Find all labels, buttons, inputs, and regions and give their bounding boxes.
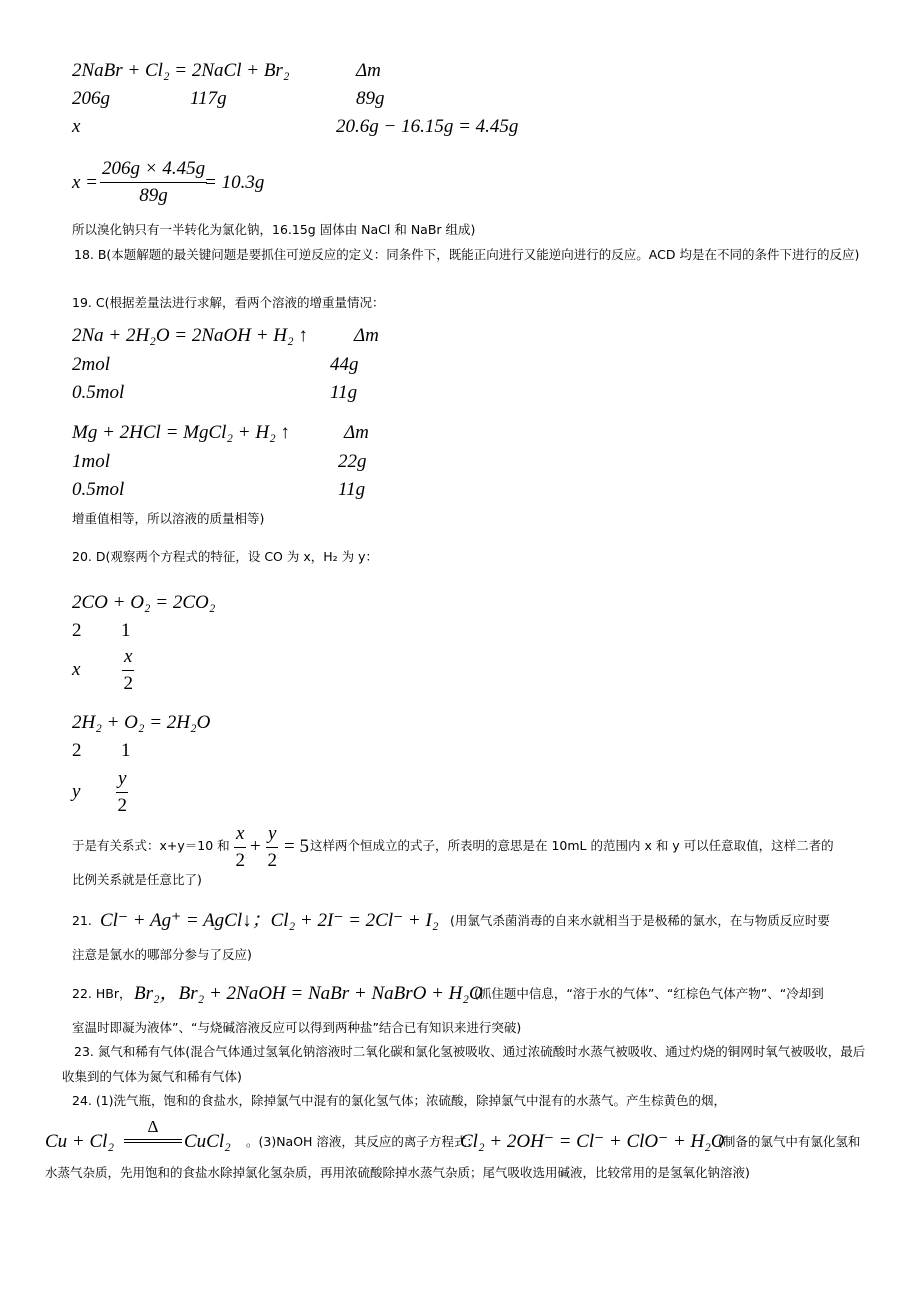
reaction-condition-arrow [124, 1118, 182, 1143]
mass-value: 22g [338, 451, 367, 472]
mass-value: 44g [330, 354, 359, 375]
numerator: y [266, 823, 278, 848]
numerator: y [116, 768, 128, 793]
answer-22-number: 22. HBr， [72, 986, 132, 1001]
delta-m-label: Δm [344, 422, 369, 443]
frac-sum-y [266, 823, 278, 872]
answer-17-end: 所以溴化钠只有一半转化为氯化钠，16.15g 固体由 NaCl 和 NaBr 组成) [72, 222, 476, 237]
equals-arrow [124, 1139, 182, 1143]
mole-value: 1mol [72, 451, 110, 472]
numerator: x [122, 646, 134, 671]
delta-m-label: Δm [354, 325, 379, 346]
equation-24-rhs: CuCl₂ [184, 1131, 231, 1152]
answer-20-end: 比例关系就是任意比了) [72, 872, 202, 887]
answer-21-end: 注意是氯水的哪部分参与了反应) [72, 947, 252, 962]
equation-21: Cl⁻ + Ag⁺ = AgCl↓；Cl₂ + 2I⁻ = 2Cl⁻ + I₂ [100, 910, 439, 931]
fraction-x-half [122, 646, 134, 695]
answer-20-explanation: 这样两个恒成立的式子，所表明的意思是在 10mL 的范围内 x 和 y 可以任意取值，这样二者的 [310, 838, 834, 853]
answer-24: 24. (1)洗气瓶，饱和的食盐水，除掉氯气中混有的氯化氢气体；浓硫酸，除掉氯气中混有的水蒸气。产生棕黄色的烟， [72, 1093, 727, 1108]
equation-24-ion: Cl₂ + 2OH⁻ = Cl⁻ + ClO⁻ + H₂O [460, 1131, 725, 1152]
answer-24-part3: 。(3)NaOH 溶液，其反应的离子方程式： [246, 1134, 479, 1149]
mass-value: 117g [190, 88, 227, 109]
answer-20-relation: 于是有关系式：x+y＝10 和 [72, 838, 230, 853]
answer-21-text: (用氯气杀菌消毒的自来水就相当于是极稀的氯水，在与物质反应时要 [450, 913, 830, 928]
equation-co: 2CO + O₂ = 2CO₂ [72, 592, 216, 613]
coef-value: 2 [72, 740, 82, 761]
equation-h2: 2H₂ + O₂ = 2H₂O [72, 712, 211, 733]
calc-lhs: x = [72, 172, 99, 193]
heat-symbol: Δ [147, 1117, 159, 1136]
answer-21-number: 21. [72, 913, 92, 928]
fraction-y-half [116, 768, 128, 817]
coef-value: 1 [121, 740, 131, 761]
answer-20: 20. D(观察两个方程式的特征，设 CO 为 x，H₂ 为 y： [72, 549, 378, 564]
denominator: 2 [123, 673, 133, 694]
equation-22: Br₂，Br₂ + 2NaOH = NaBr + NaBrO + H₂O [134, 983, 483, 1004]
mole-value: 0.5mol [72, 479, 125, 500]
plus-sign: + [250, 836, 261, 857]
unknown-x: x [72, 659, 81, 680]
mass-value: 11g [330, 382, 358, 403]
calc-fraction [100, 158, 207, 207]
answer-23: 23. 氮气和稀有气体(混合气体通过氢氧化钠溶液时二氧化碳和氯化氢被吸收、通过浓硫酸时水蒸气被吸收、通过灼烧的铜网时氧气被吸收，最后收集到的气体为氮气和稀有气体) [62, 1044, 866, 1084]
mole-value: 2mol [72, 354, 110, 375]
mass-value: 11g [338, 479, 366, 500]
mass-value: 206g [72, 88, 110, 109]
answer-19: 19. C(根据差量法进行求解，看两个溶液的增重量情况： [72, 295, 385, 310]
mole-value: 0.5mol [72, 382, 125, 403]
equation-mg: Mg + 2HCl = MgCl₂ + H₂ ↑ [72, 422, 290, 443]
calc-numerator: 206g × 4.45g [100, 158, 207, 183]
equation-na: 2Na + 2H₂O = 2NaOH + H₂ ↑ [72, 325, 308, 346]
coef-value: 1 [121, 620, 131, 641]
calc-denominator: 89g [139, 185, 168, 206]
coef-value: 2 [72, 620, 82, 641]
equation-nabr: 2NaBr + Cl₂ = 2NaCl + Br₂ [72, 60, 290, 81]
numerator: x [234, 823, 246, 848]
answer-22-text: (抓住题中信息，“溶于水的气体”、“红棕色气体产物”、“冷却到 [474, 986, 824, 1001]
sum-result: = 5 [284, 836, 309, 857]
equation-24-lhs: Cu + Cl₂ [45, 1131, 115, 1152]
answer-19-end: 增重值相等，所以溶液的质量相等) [72, 511, 265, 526]
calc-result: = 10.3g [204, 172, 265, 193]
answer-24-end: 水蒸气杂质，先用饱和的食盐水除掉氯化氢杂质，再用浓硫酸除掉水蒸气杂质；尾气吸收选用碱液，比较常用的是氢氧化钠溶液) [45, 1165, 750, 1180]
answer-24-text: (制备的氯气中有氯化氢和 [718, 1134, 861, 1149]
answer-22-end: 室温时即凝为液体”、“与烧碱溶液反应可以得到两种盐”结合已有知识来进行突破) [72, 1020, 522, 1035]
denominator: 2 [267, 850, 277, 871]
unknown-y: y [72, 781, 81, 802]
frac-sum-x [234, 823, 246, 872]
mass-difference: 20.6g − 16.15g = 4.45g [336, 116, 519, 137]
denominator: 2 [235, 850, 245, 871]
unknown-x: x [72, 116, 81, 137]
answer-18: 18. B(本题解题的最关键问题是要抓住可逆反应的定义：同条件下，既能正向进行又能逆向进行的反应。ACD 均是在不同的条件下进行的反应) [74, 247, 860, 262]
denominator: 2 [117, 795, 127, 816]
mass-value: 89g [356, 88, 385, 109]
delta-m-label: Δm [356, 60, 381, 81]
